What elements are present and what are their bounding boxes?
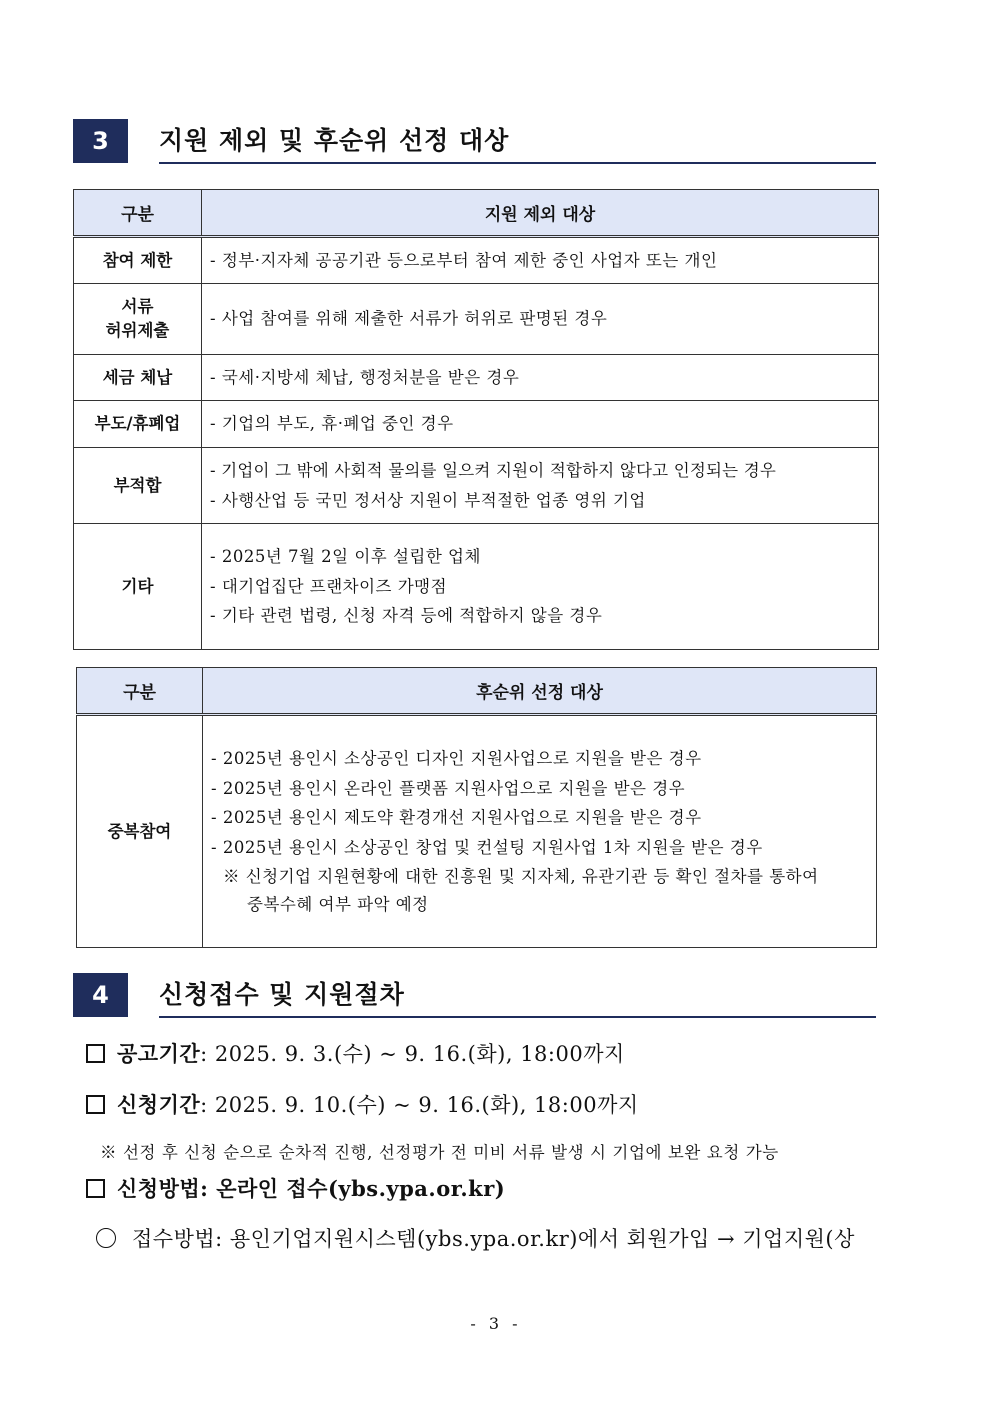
notice-period-label: 공고기간 (117, 1041, 201, 1066)
procedure-note: ※ 선정 후 신청 순으로 순차적 진행, 선정평가 전 미비 서류 발생 시 기업에 보완 요청 가능 (100, 1143, 779, 1162)
row-item: - 2025년 7월 2일 이후 설립한 업체 (210, 547, 481, 567)
row-item: - 대기업집단 프랜차이즈 가맹점 (210, 576, 448, 596)
row-item: - 기업이 그 밖에 사회적 물의를 일으켜 지원이 적합하지 않다고 인정되는 경우 (210, 461, 776, 480)
row-description (202, 448, 879, 524)
apply-method-line (86, 1173, 505, 1203)
row-category: 중복참여 (77, 715, 203, 948)
row-category: 참여 제한 (74, 237, 202, 284)
header-target: 지원 제외 대상 (202, 190, 879, 237)
row-item: - 기타 관련 법령, 신청 자격 등에 적합하지 않을 경우 (210, 606, 603, 626)
row-note-continuation: 중복수혜 여부 파악 예정 (247, 895, 429, 914)
apply-method-text: 신청방법: 온라인 접수(ybs.ypa.or.kr) (117, 1176, 506, 1201)
row-item: - 2025년 용인시 소상공인 디자인 지원사업으로 지원을 받은 경우 (211, 749, 702, 768)
section-underline (159, 1016, 876, 1018)
checkbox-square-icon (86, 1179, 105, 1198)
row-category-line: 허위제출 (105, 321, 170, 340)
header-category: 구분 (74, 190, 202, 237)
table-row (74, 524, 879, 650)
exclusion-table (73, 189, 879, 650)
row-item: - 사행산업 등 국민 정서상 지원이 부적절한 업종 영위 기업 (210, 490, 646, 510)
table-row (77, 715, 877, 948)
section-title: 신청접수 및 지원절차 (159, 980, 405, 1009)
table-header-row (74, 190, 879, 237)
header-category: 구분 (77, 668, 203, 715)
row-description (203, 715, 877, 948)
row-category: 부적합 (74, 448, 202, 524)
row-description: - 기업의 부도, 휴·폐업 중인 경우 (202, 401, 879, 448)
notice-period-line (86, 1038, 625, 1068)
row-note: ※ 신청기업 지원현황에 대한 진흥원 및 지자체, 유관기관 등 확인 절차를 통하여 (223, 867, 819, 886)
apply-period-value: : 2025. 9. 10.(수) ~ 9. 16.(화), 18:00까지 (200, 1093, 639, 1117)
section-4-heading (73, 973, 876, 1017)
priority-table (76, 667, 877, 948)
checkbox-square-icon (86, 1095, 105, 1114)
row-description: - 국세·지방세 체납, 행정처분을 받은 경우 (202, 355, 879, 401)
apply-period-label: 신청기간 (117, 1092, 201, 1117)
row-description (202, 524, 879, 650)
row-category: 기타 (74, 524, 202, 650)
table-row (74, 401, 879, 448)
section-number-badge: 3 (73, 119, 128, 163)
checkbox-square-icon (86, 1044, 105, 1063)
row-description: - 정부·지자체 공공기관 등으로부터 참여 제한 중인 사업자 또는 개인 (202, 237, 879, 284)
receipt-method-line (96, 1223, 855, 1253)
apply-period-line (86, 1089, 639, 1119)
table-row (74, 355, 879, 401)
section-3-heading (73, 119, 876, 163)
table-row (74, 284, 879, 355)
row-category-line: 서류 (121, 297, 154, 316)
page-number: - 3 - (470, 1314, 522, 1333)
table-row (74, 237, 879, 284)
row-item: - 2025년 용인시 온라인 플랫폼 지원사업으로 지원을 받은 경우 (211, 778, 686, 798)
table-header-row (77, 668, 877, 715)
notice-period-value: : 2025. 9. 3.(수) ~ 9. 16.(화), 18:00까지 (200, 1042, 625, 1066)
row-category: 부도/휴폐업 (74, 401, 202, 448)
row-item: - 2025년 용인시 제도약 환경개선 지원사업으로 지원을 받은 경우 (211, 808, 702, 827)
table-row (74, 448, 879, 524)
header-target: 후순위 선정 대상 (203, 668, 877, 715)
receipt-method-text: 접수방법: 용인기업지원시스템(ybs.ypa.or.kr)에서 회원가입 → 기업지원(상 (132, 1227, 855, 1251)
section-title: 지원 제외 및 후순위 선정 대상 (159, 126, 510, 155)
row-item: - 2025년 용인시 소상공인 창업 및 컨설팅 지원사업 1차 지원을 받은 경우 (211, 837, 763, 857)
section-underline (159, 162, 876, 164)
row-category (74, 284, 202, 355)
row-description: - 사업 참여를 위해 제출한 서류가 허위로 판명된 경우 (202, 284, 879, 355)
row-category: 세금 체납 (74, 355, 202, 401)
section-number-badge: 4 (73, 973, 128, 1017)
circle-bullet-icon (96, 1228, 116, 1248)
